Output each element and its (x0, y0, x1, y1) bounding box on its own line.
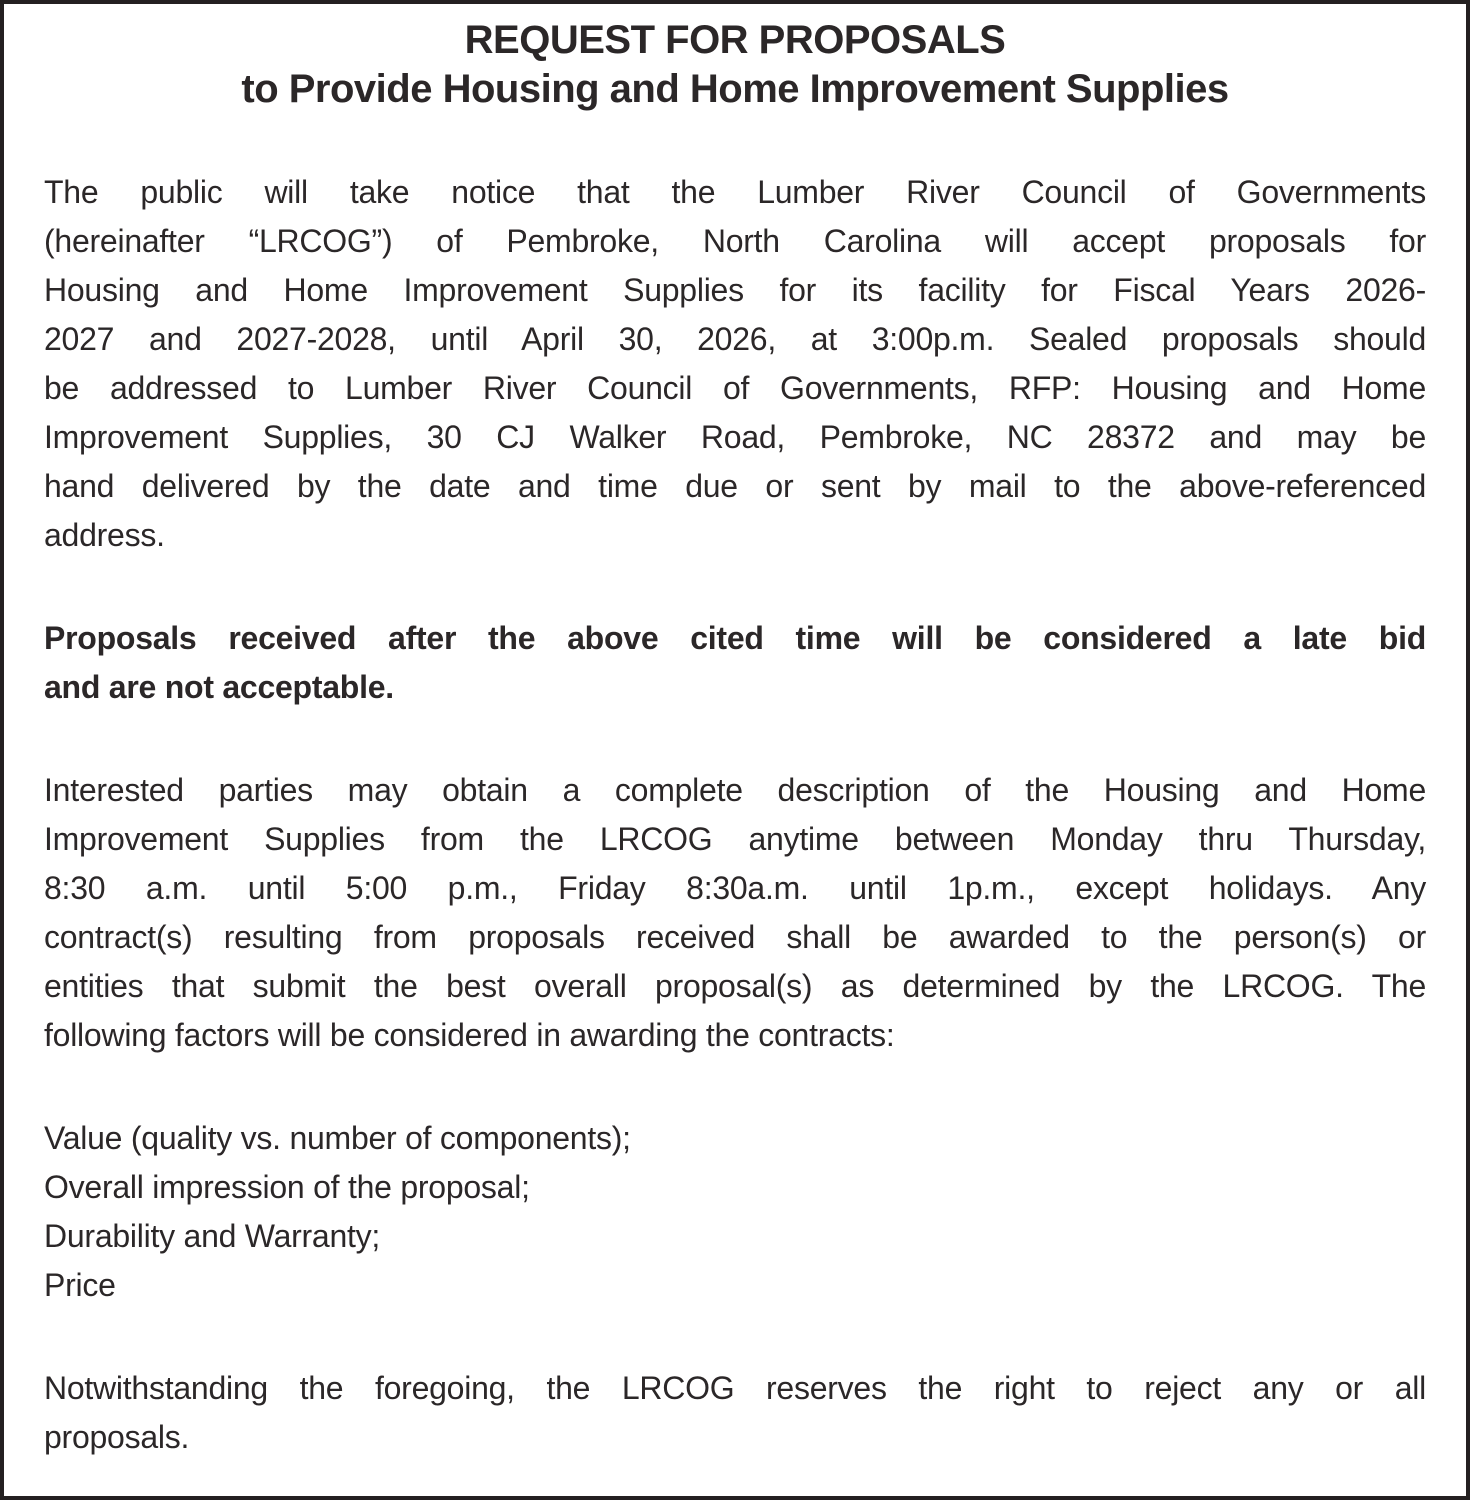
intro-line: Housing and Home Improvement Supplies for its facility for Fiscal Years 2026- (44, 272, 1426, 308)
intro-line: Improvement Supplies, 30 CJ Walker Road, Pembroke, NC 28372 and may be (44, 419, 1426, 455)
award-factor-item: Value (quality vs. number of components); (44, 1120, 631, 1156)
description-paragraph (44, 766, 1426, 1060)
award-factor-item: Overall impression of the proposal; (44, 1169, 530, 1205)
award-factor-item: Price (44, 1267, 116, 1303)
award-factor-item: Durability and Warranty; (44, 1218, 381, 1254)
page-title: REQUEST FOR PROPOSALS (464, 18, 1006, 62)
intro-line: be addressed to Lumber River Council of Governments, RFP: Housing and Home (44, 370, 1426, 406)
intro-line: (hereinafter “LRCOG”) of Pembroke, North Carolina will accept proposals for (44, 223, 1426, 259)
description-line: Improvement Supplies from the LRCOG anytime between Monday thru Thursday, (44, 821, 1426, 857)
intro-line: The public will take notice that the Lumber River Council of Governments (44, 174, 1426, 210)
description-line: 8:30 a.m. until 5:00 p.m., Friday 8:30a.m. until 1p.m., except holidays. Any (44, 870, 1426, 906)
description-line: contract(s) resulting from proposals received shall be awarded to the person(s) or (44, 919, 1426, 955)
description-line: following factors will be considered in awarding the contracts: (44, 1017, 895, 1053)
description-line: entities that submit the best overall proposal(s) as determined by the LRCOG. The (44, 968, 1426, 1004)
intro-paragraph (44, 168, 1426, 560)
late-bid-notice (44, 614, 1426, 712)
intro-line: address. (44, 517, 165, 553)
description-line: Interested parties may obtain a complete description of the Housing and Home (44, 772, 1426, 808)
closing-line: proposals. (44, 1419, 190, 1455)
late-bid-line: and are not acceptable. (44, 669, 394, 705)
page-subtitle: to Provide Housing and Home Improvement Supplies (241, 67, 1229, 111)
notice-title-block (44, 16, 1426, 114)
closing-line: Notwithstanding the foregoing, the LRCOG reserves the right to reject any or all (44, 1370, 1426, 1406)
closing-paragraph (44, 1364, 1426, 1462)
intro-line: hand delivered by the date and time due or sent by mail to the above-referenced (44, 468, 1426, 504)
late-bid-line: Proposals received after the above cited time will be considered a late bid (44, 620, 1426, 656)
intro-line: 2027 and 2027-2028, until April 30, 2026, at 3:00p.m. Sealed proposals should (44, 321, 1426, 357)
award-factors-list (44, 1114, 1426, 1310)
